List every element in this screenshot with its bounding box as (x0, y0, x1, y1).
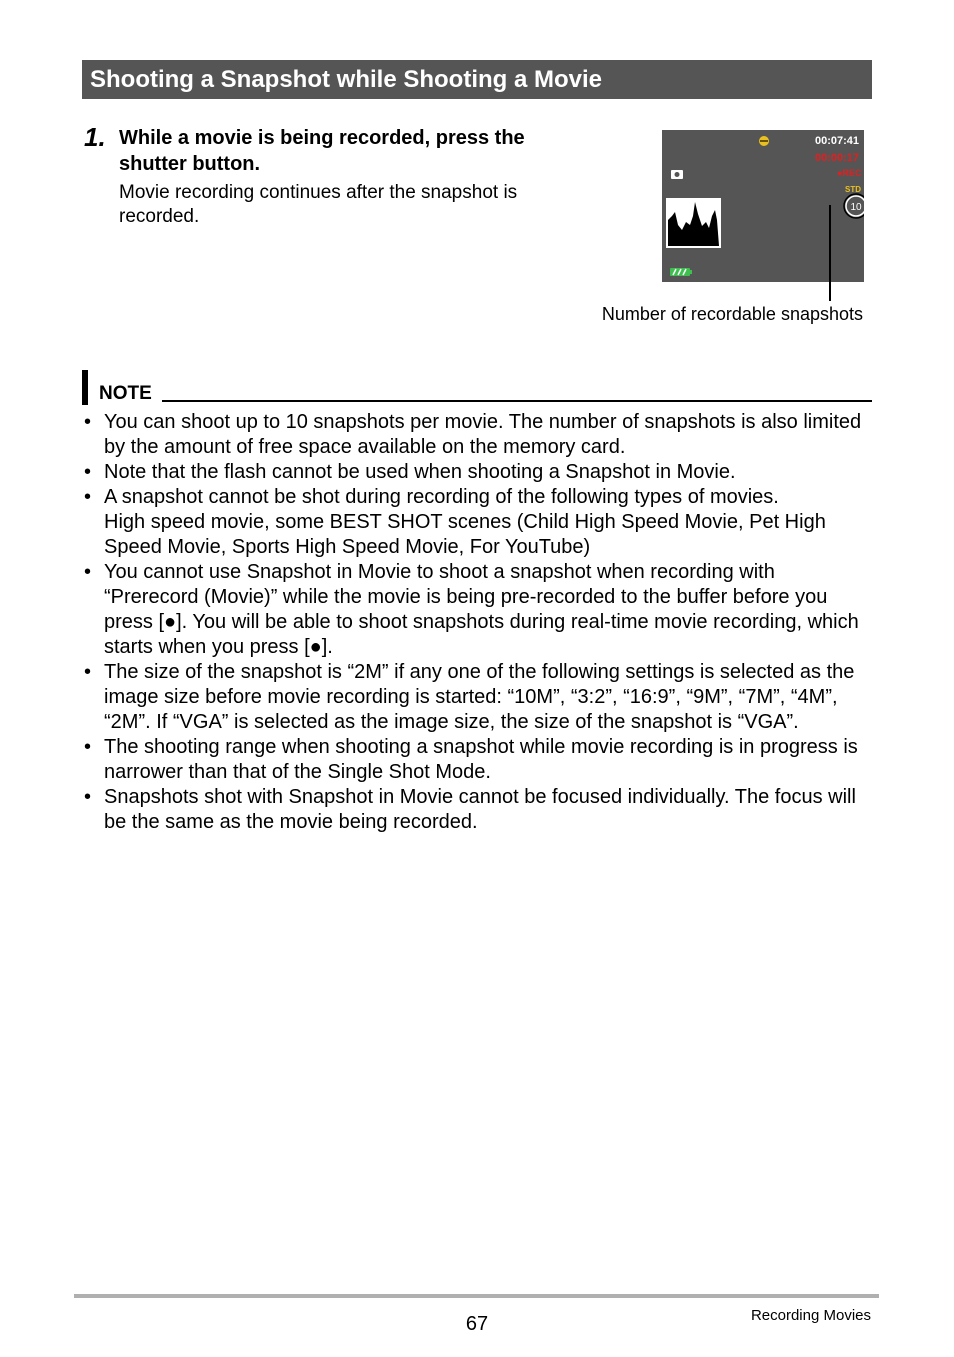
footer-divider (74, 1294, 879, 1298)
list-item-text: You can shoot up to 10 snapshots per movie. The number of snapshots is also limited by the amount of free space available on the memory card. (104, 411, 862, 458)
list-item-continuation: High speed movie, some BEST SHOT scenes (Child High Speed Movie, Pet High Speed Movie, Sports High Speed Movie, For YouTube) (104, 511, 826, 558)
note-list (84, 410, 874, 835)
section-title: Shooting a Snapshot while Shooting a Movie (82, 60, 872, 99)
list-item (84, 660, 874, 735)
snapshot-count: 10 (850, 202, 862, 213)
bullet: • (84, 736, 92, 758)
bullet: • (84, 786, 92, 808)
bullet: • (84, 561, 92, 583)
list-item (84, 785, 874, 835)
list-item (84, 410, 874, 460)
step-number: 1. (84, 122, 106, 152)
list-item (84, 560, 874, 660)
camera-mode-icon (671, 170, 683, 179)
list-item-text: You cannot use Snapshot in Movie to shoot a snapshot when recording with “Prerecord (Movie)” while the movie is being pre-recorded to the buffer before you press [●]. You will be able to shoot snapshots during real-time movie recording, which starts when you press [●]. (104, 561, 859, 658)
battery-icon (670, 268, 692, 276)
list-item-text: Snapshots shot with Snapshot in Movie cannot be focused individually. The focus will be the same as the movie being recorded. (104, 786, 856, 833)
bullet: • (84, 486, 92, 508)
bullet: • (84, 661, 92, 683)
note-marker (82, 370, 88, 405)
list-item-text: Note that the flash cannot be used when shooting a Snapshot in Movie. (104, 461, 736, 483)
list-item-text: A snapshot cannot be shot during recording of the following types of movies. (104, 486, 779, 508)
callout-leader-line (829, 205, 831, 301)
recording-time: 00:00:17 (815, 152, 860, 164)
list-item (84, 735, 874, 785)
note-divider (162, 400, 872, 402)
bullet: • (84, 461, 92, 483)
step-title: While a movie is being recorded, press the shutter button. (119, 127, 525, 175)
list-item-text: The shooting range when shooting a snapshot while movie recording is in progress is narrower than that of the Single Shot Mode. (104, 736, 858, 783)
list-item (84, 485, 874, 560)
remaining-time: 00:07:41 (815, 135, 860, 147)
camera-screen-illustration (662, 130, 864, 282)
face-icon (759, 136, 769, 146)
page-number: 67 (465, 1313, 489, 1335)
step-description: Movie recording continues after the snapshot is recorded. (119, 182, 518, 227)
snapshot-count-badge (844, 194, 864, 218)
rec-indicator: ●REC (837, 168, 862, 178)
histogram (666, 198, 721, 248)
list-item (84, 460, 874, 485)
quality-indicator: STD (845, 185, 861, 194)
footer-section-label: Recording Movies (750, 1307, 871, 1324)
bullet: • (84, 411, 92, 433)
note-label: NOTE (99, 383, 152, 404)
callout-label: Number of recordable snapshots (601, 304, 863, 324)
list-item-text: The size of the snapshot is “2M” if any one of the following settings is selected as the image size before movie recording is started: “10M”, “3:2”, “16:9”, “9M”, “7M”, “4M”, “2M”. If “VGA” is selected as the image size, the size of the snapshot is “VGA”. (104, 661, 855, 733)
